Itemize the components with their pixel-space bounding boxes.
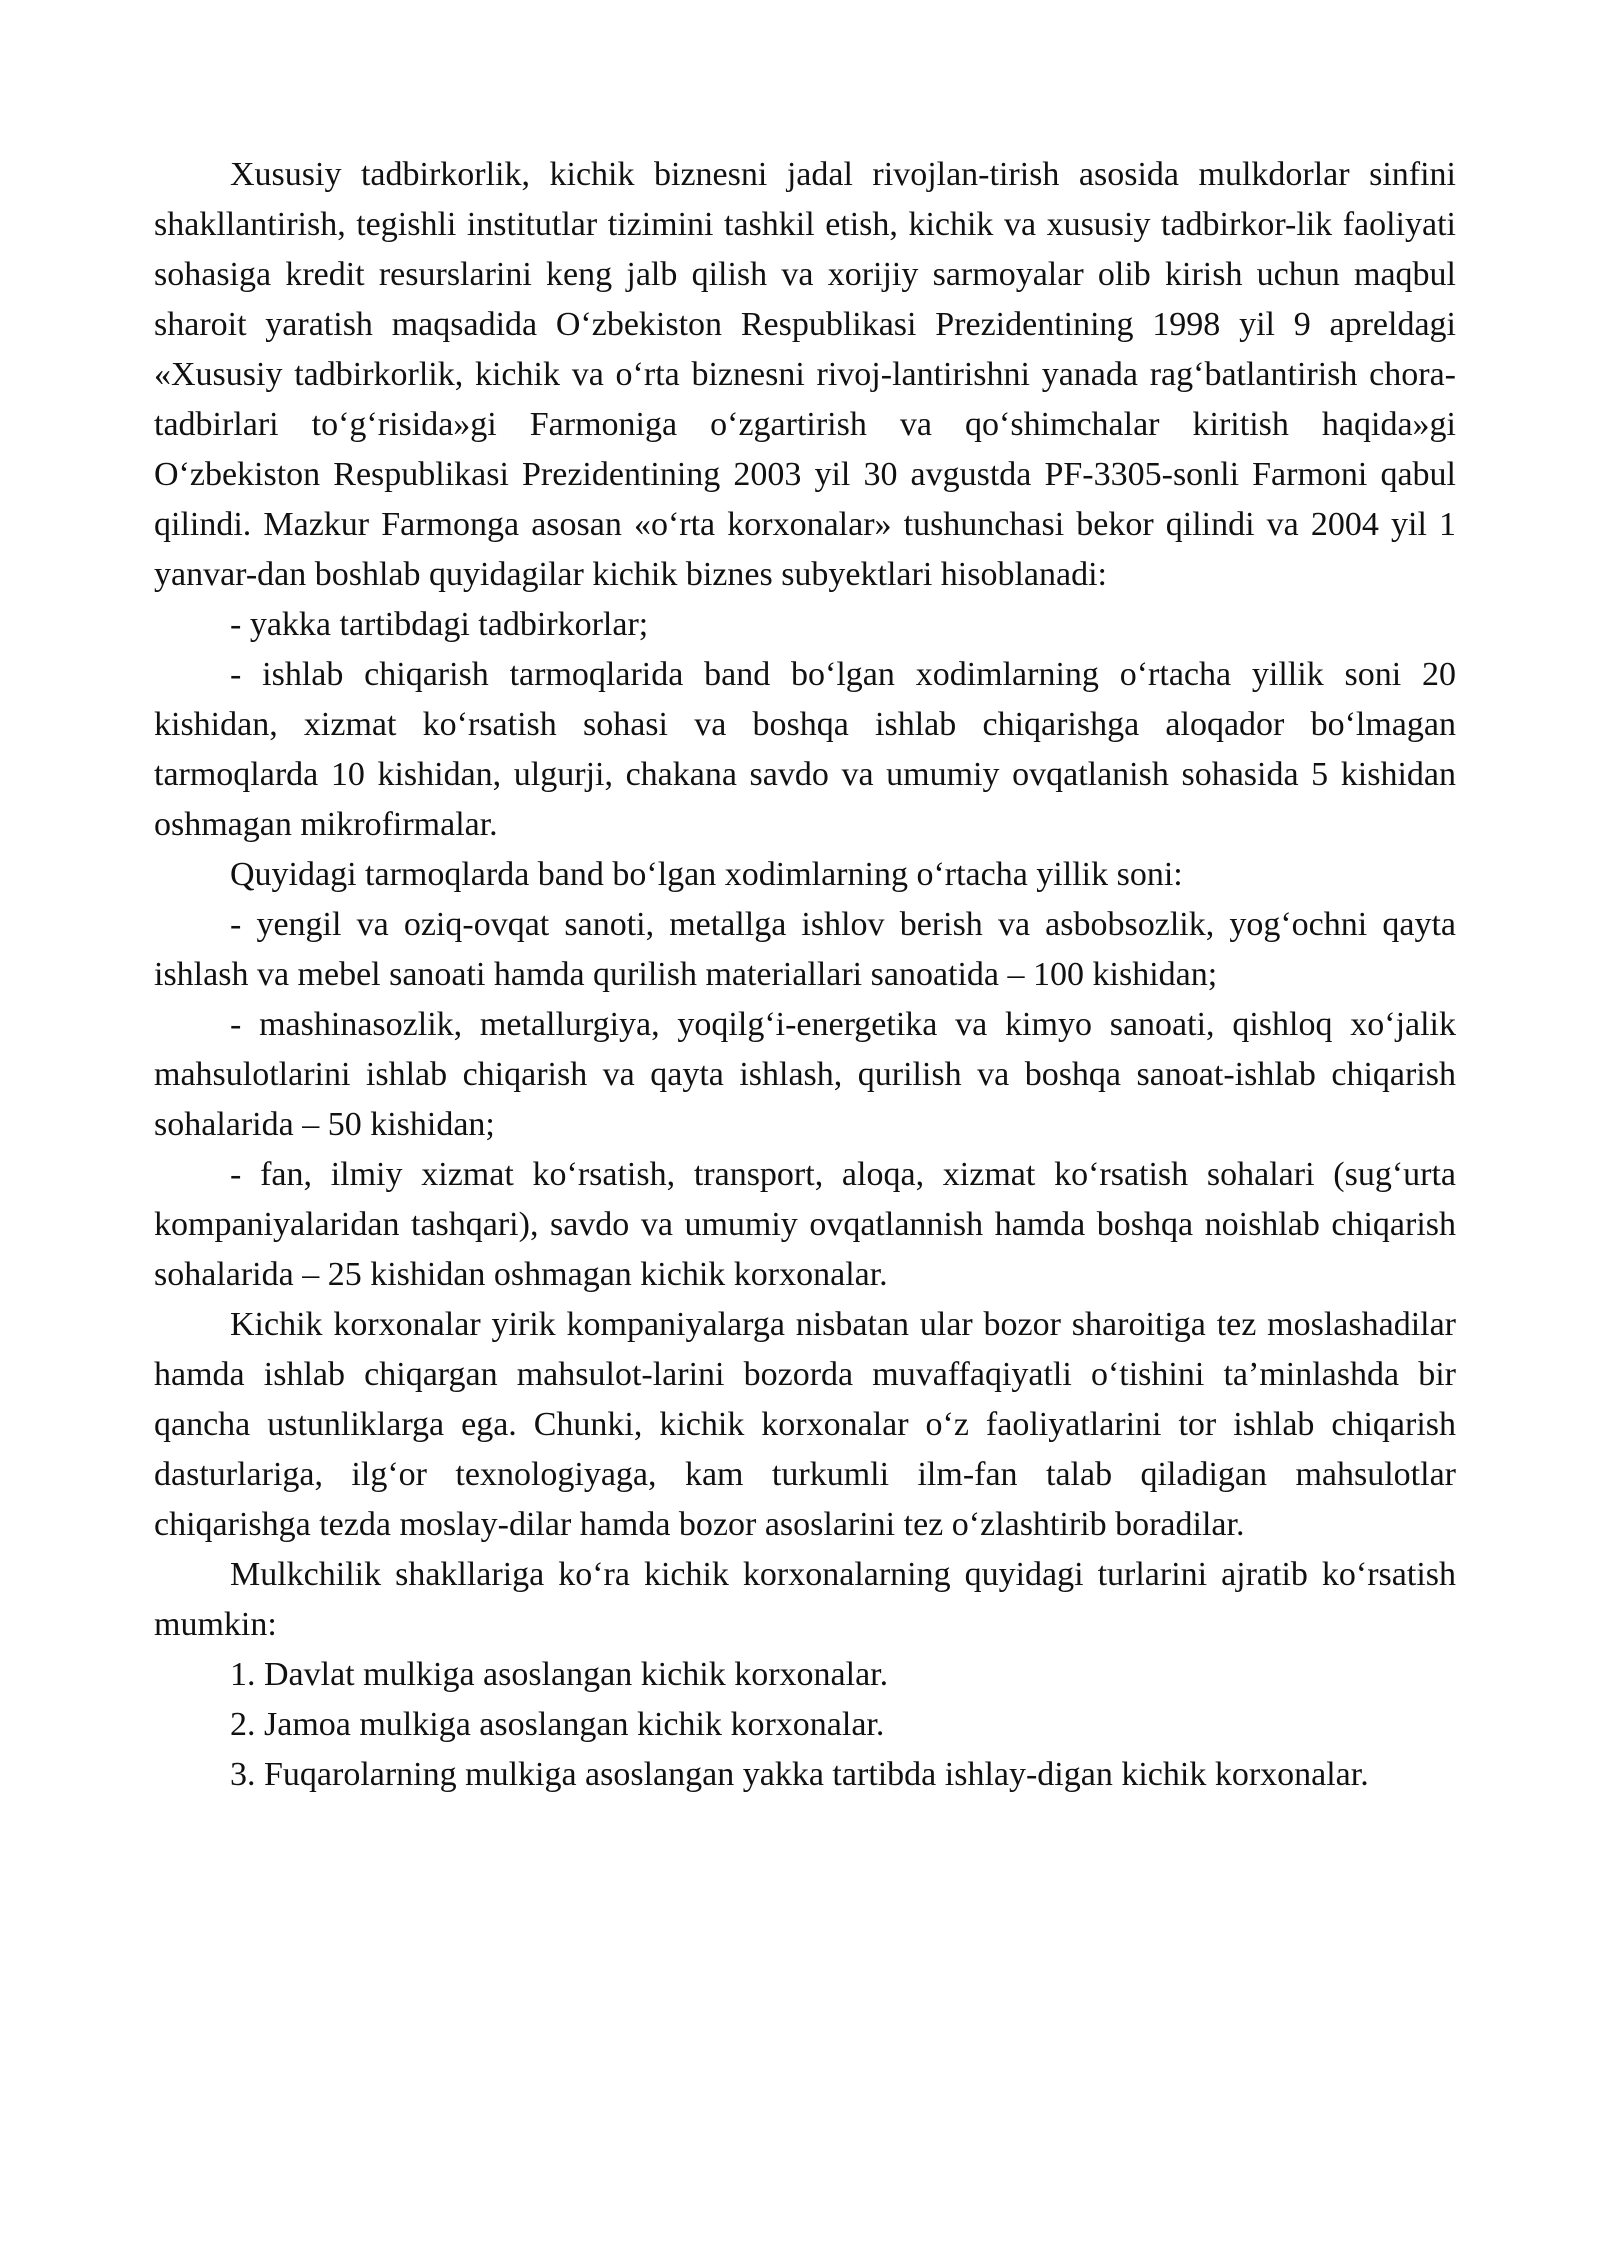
list-item-light-industry: - yengil va oziq-ovqat sanoti, metallga ishlov berish va asbobsozlik, yog‘ochni qayta ishlash va mebel sanoati hamda qurilish materiallari sanoatida – 100 kishidan; xyxy=(154,906,1456,993)
paragraph-ownership-types: Mulkchilik shakllariga ko‘ra kichik korxonalarning quyidagi turlarini ajratib ko‘rsatish mumkin: xyxy=(154,1556,1456,1643)
paragraph-advantages: Kichik korxonalar yirik kompaniyalarga nisbatan ular bozor sharoitiga tez moslashadilar hamda ishlab chiqargan mahsulot-larini bozorda muvaffaqiyatli o‘tishini ta’minlashda bir qancha ustunliklarga ega. Chunki, kichik korxonalar o‘z faoliyatlarini tor ishlab chiqarish dasturlariga, ilg‘or texnologiyaga, kam turkumli ilm-fan talab qiladigan mahsulotlar chiqarishga tezda moslay-dilar hamda bozor asoslarini tez o‘zlashtirib boradilar. xyxy=(154,1306,1456,1543)
paragraph-intro: Xususiy tadbirkorlik, kichik biznesni jadal rivojlan-tirish asosida mulkdorlar sinfini shakllantirish, tegishli institutlar tizimini tashkil etish, kichik va xususiy tadbirkor-lik faoliyati sohasiga kredit resurslarini keng jalb qilish va xorijiy sarmoyalar olib kirish uchun maqbul sharoit yaratish maqsadida O‘zbekiston Respublikasi Prezidentining 1998 yil 9 apreldagi «Xususiy tadbirkorlik, kichik va o‘rta biznesni rivoj-lantirishni yanada rag‘batlantirish chora-tadbirlari to‘g‘risida»gi Farmoniga o‘zgartirish va qo‘shimchalar kiritish haqida»gi O‘zbekiston Respublikasi Prezidentining 2003 yil 30 avgustda PF-3305-sonli Farmoni qabul qilindi. Mazkur Farmonga asosan «o‘rta korxonalar» tushunchasi bekor qilindi va 2004 yil 1 yanvar-dan boshlab quyidagilar kichik biznes subyektlari hisoblanadi: xyxy=(154,156,1456,593)
list-item-services: - fan, ilmiy xizmat ko‘rsatish, transport, aloqa, xizmat ko‘rsatish sohalari (sug‘urta kompaniyalaridan tashqari), savdo va umumiy ovqatlannish hamda boshqa noishlab chiqarish sohalarida – 25 kishidan oshmagan kichik korxonalar. xyxy=(154,1156,1456,1293)
paragraph-employee-counts: Quyidagi tarmoqlarda band bo‘lgan xodimlarning o‘rtacha yillik soni: xyxy=(230,856,1183,893)
numbered-item-3: 3. Fuqarolarning mulkiga asoslangan yakka tartibda ishlay-digan kichik korxonalar. xyxy=(230,1756,1369,1793)
list-item-microfirms: - ishlab chiqarish tarmoqlarida band bo‘lgan xodimlarning o‘rtacha yillik soni 20 kishidan, xizmat ko‘rsatish sohasi va boshqa ishlab chiqarishga aloqador bo‘lmagan tarmoqlarda 10 kishidan, ulgurji, chakana savdo va umumiy ovqatlanish sohasida 5 kishidan oshmagan mikrofirmalar. xyxy=(154,656,1456,843)
document-page xyxy=(154,150,1456,1800)
list-item-heavy-industry: - mashinasozlik, metallurgiya, yoqilg‘i-energetika va kimyo sanoati, qishloq xo‘jalik mahsulotlarini ishlab chiqarish va qayta ishlash, qurilish va boshqa sanoat-ishlab chiqarish sohalarida – 50 kishidan; xyxy=(154,1006,1456,1143)
numbered-item-1: 1. Davlat mulkiga asoslangan kichik korxonalar. xyxy=(230,1656,889,1693)
list-item-sole-entrepreneurs: - yakka tartibdagi tadbirkorlar; xyxy=(230,606,649,643)
numbered-item-2: 2. Jamoa mulkiga asoslangan kichik korxonalar. xyxy=(230,1706,885,1743)
